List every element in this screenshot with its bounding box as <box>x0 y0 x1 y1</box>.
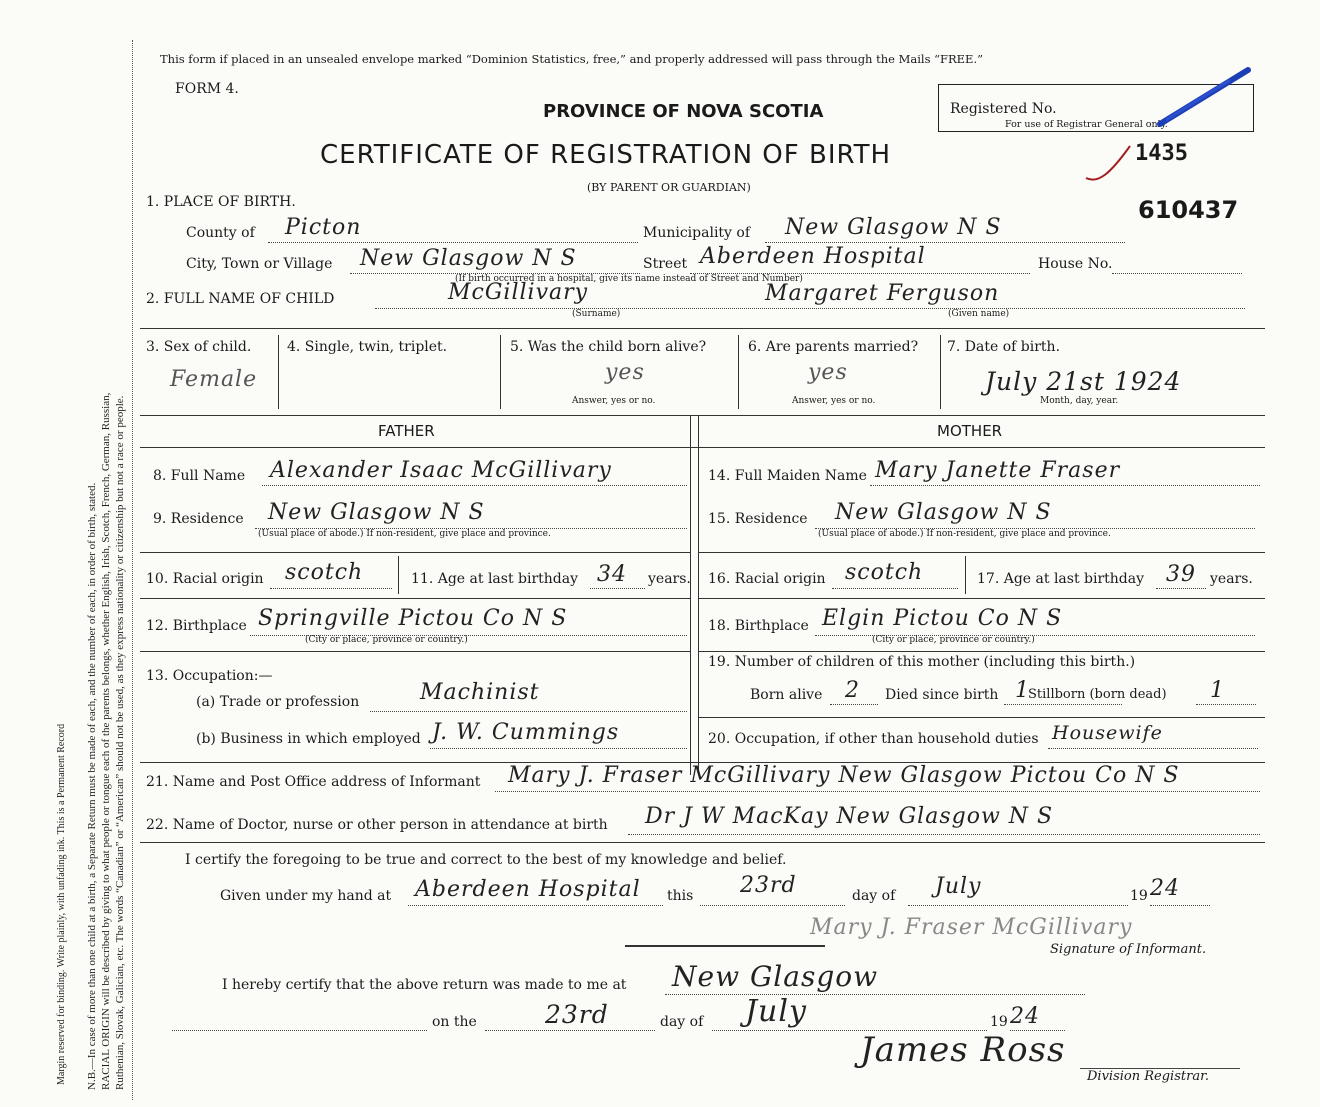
mother-occupation-label: 20. Occupation, if other than household duties <box>708 731 1039 747</box>
father-name-line <box>262 485 687 486</box>
house-number-line <box>1112 273 1242 274</box>
row3-divider-4 <box>940 335 941 409</box>
father-racial-line <box>270 588 392 589</box>
county-value: Picton <box>285 215 362 240</box>
mother-rule-3 <box>698 651 1265 652</box>
given-month-line <box>908 905 1128 906</box>
born-alive-label: 5. Was the child born alive? <box>510 339 707 355</box>
mother-age-line <box>1156 588 1206 589</box>
row3-divider-1 <box>278 335 279 409</box>
street-label: Street <box>643 256 688 272</box>
municipality-line <box>765 242 1125 243</box>
father-age-line <box>590 588 645 589</box>
father-mother-divider-a <box>690 415 691 775</box>
given-year-value: 24 <box>1150 876 1180 901</box>
father-business-line <box>430 748 687 749</box>
racial-note-line1: RACIAL ORIGIN will be described by giving to what people or tongue each of the parents belongs, whether English, Irish, Scotch, French, German, Russian, <box>100 392 112 1090</box>
father-rule-3 <box>140 651 690 652</box>
mother-age-value: 39 <box>1166 562 1196 587</box>
doctor-line <box>628 834 1260 835</box>
street-value: Aberdeen Hospital <box>700 244 926 269</box>
mother-birthplace-value: Elgin Pictou Co N S <box>822 606 1063 631</box>
given-month-value: July <box>935 874 982 899</box>
registrar-divider <box>625 945 825 947</box>
mother-residence-value: New Glasgow N S <box>835 500 1052 525</box>
registrar-statement: I hereby certify that the above return was made to me at <box>222 977 627 993</box>
registrar-year-prefix: 19 <box>990 1014 1008 1030</box>
mother-racial-divider <box>965 556 966 594</box>
father-age-label: 11. Age at last birthday <box>411 571 579 587</box>
given-day-line <box>700 905 845 906</box>
informant-signature-caption: Signature of Informant. <box>1050 942 1207 957</box>
mail-note: This form if placed in an unsealed envelope marked “Dominion Statistics, free,” and properly addressed will pass through the Mails “FREE.” <box>160 52 983 66</box>
registrar-place-value: New Glasgow <box>672 960 879 993</box>
mother-occupation-line <box>1048 748 1258 749</box>
sex-value: Female <box>170 367 258 392</box>
father-birthplace-caption: (City or place, province or country.) <box>305 635 468 645</box>
city-value: New Glasgow N S <box>360 246 577 271</box>
informant-line <box>495 791 1260 792</box>
registrar-day-line <box>485 1030 655 1031</box>
doctor-label: 22. Name of Doctor, nurse or other person in attendance at birth <box>146 817 608 833</box>
province-title: PROVINCE OF NOVA SCOTIA <box>543 101 824 122</box>
red-tick-mark <box>1080 140 1140 190</box>
father-trade-line <box>370 711 687 712</box>
informant-label: 21. Name and Post Office address of Informant <box>146 774 481 790</box>
heading-rule <box>140 447 1265 448</box>
section-top-rule <box>140 415 1265 416</box>
certificate-subtitle: (BY PARENT OR GUARDIAN) <box>587 181 751 194</box>
father-occupation-label: 13. Occupation:— <box>146 668 273 684</box>
father-age-value: 34 <box>597 562 627 587</box>
mother-rule-4 <box>698 717 1265 718</box>
mother-years-label: years. <box>1210 571 1253 587</box>
father-years-label: years. <box>648 571 691 587</box>
place-of-birth-label: 1. PLACE OF BIRTH. <box>146 194 296 210</box>
given-at-line <box>408 905 663 906</box>
house-number-label: House No. <box>1038 256 1113 272</box>
mother-children-label: 19. Number of children of this mother (including this birth.) <box>708 654 1136 670</box>
mother-occupation-value: Housewife <box>1052 722 1163 744</box>
born-alive-count: 2 <box>845 678 860 703</box>
father-residence-caption: (Usual place of abode.) If non-resident, give place and province. <box>258 529 551 539</box>
date-of-birth-label: 7. Date of birth. <box>947 339 1061 355</box>
born-alive-count-label: Born alive <box>750 687 823 703</box>
given-name-caption: (Given name) <box>948 309 1010 319</box>
given-day-of-label: day of <box>852 888 896 904</box>
child-given-name: Margaret Ferguson <box>765 281 1000 306</box>
mother-birthplace-label: 18. Birthplace <box>708 618 809 634</box>
father-business-label: (b) Business in which employed <box>196 731 421 747</box>
father-residence-label: 9. Residence <box>153 511 244 527</box>
registrar-year-value: 24 <box>1010 1004 1040 1029</box>
registrar-place-line <box>665 994 1085 995</box>
mother-residence-label: 15. Residence <box>708 511 808 527</box>
stillborn-count: 1 <box>1210 678 1225 703</box>
given-this-label: this <box>667 888 694 904</box>
row3-divider-3 <box>738 335 739 409</box>
mother-heading: MOTHER <box>937 422 1003 440</box>
child-name-label: 2. FULL NAME OF CHILD <box>146 291 335 307</box>
father-rule-1 <box>140 552 690 553</box>
doctor-value: Dr J W MacKay New Glasgow N S <box>645 804 1054 829</box>
registrar-day-value: 23rd <box>545 1000 609 1029</box>
mother-racial-label: 16. Racial origin <box>708 571 826 587</box>
mother-rule-1 <box>698 552 1265 553</box>
registrar-on-label: on the <box>432 1014 477 1030</box>
father-trade-value: Machinist <box>420 680 540 705</box>
mother-birthplace-caption: (City or place, province or country.) <box>872 635 1035 645</box>
registrar-use-note: For use of Registrar General only. <box>1005 119 1168 130</box>
mother-name-line <box>870 485 1260 486</box>
father-rule-2 <box>140 598 690 599</box>
parents-married-value: yes <box>808 360 848 385</box>
county-label: County of <box>186 225 255 241</box>
hospital-note: (If birth occurred in a hospital, give its name instead of Street and Number) <box>455 274 803 284</box>
stillborn-count-label: Stillborn (born dead) <box>1028 687 1167 702</box>
parents-married-caption: Answer, yes or no. <box>792 396 876 406</box>
date-of-birth-value: July 21st 1924 <box>985 367 1182 396</box>
father-residence-value: New Glasgow N S <box>268 500 485 525</box>
given-day-value: 23rd <box>740 873 797 898</box>
parents-married-label: 6. Are parents married? <box>748 339 919 355</box>
given-year-prefix: 19 <box>1130 888 1148 904</box>
mother-residence-caption: (Usual place of abode.) If non-resident, give place and province. <box>818 529 1111 539</box>
mother-rule-2 <box>698 598 1265 599</box>
plurality-label: 4. Single, twin, triplet. <box>287 339 448 355</box>
mother-name-label: 14. Full Maiden Name <box>708 468 867 484</box>
row3-divider-2 <box>500 335 501 409</box>
county-line <box>268 242 638 243</box>
child-name-line <box>375 308 1245 309</box>
binding-note: Margin reserved for binding. Write plainly, with unfading ink. This is a Permanent Record <box>56 723 67 1085</box>
father-trade-label: (a) Trade or profession <box>196 694 360 710</box>
registrar-month-value: July <box>745 994 807 1029</box>
born-alive-value: yes <box>605 360 645 385</box>
municipality-value: New Glasgow N S <box>785 215 1002 240</box>
form-number: FORM 4. <box>175 81 239 97</box>
mother-age-label: 17. Age at last birthday <box>977 571 1145 587</box>
certify-top-rule <box>140 842 1265 843</box>
informant-value: Mary J. Fraser McGillivary New Glasgow Pictou Co N S <box>508 763 1180 788</box>
surname-caption: (Surname) <box>572 309 621 319</box>
city-label: City, Town or Village <box>186 256 333 272</box>
died-count-line <box>1004 704 1122 705</box>
sex-label: 3. Sex of child. <box>146 339 252 355</box>
registrar-leading-line <box>172 1030 427 1031</box>
born-alive-count-line <box>830 704 878 705</box>
certificate-number: 610437 <box>1138 196 1239 224</box>
certify-statement: I certify the foregoing to be true and correct to the best of my knowledge and belief. <box>185 852 787 868</box>
father-mother-divider-b <box>698 415 699 775</box>
mother-racial-value: scotch <box>845 560 924 585</box>
municipality-label: Municipality of <box>643 225 751 241</box>
father-name-label: 8. Full Name <box>153 468 246 484</box>
father-racial-label: 10. Racial origin <box>146 571 264 587</box>
nb-note: N.B.—In case of more than one child at a birth, a Separate Return must be made of each, and the number of each, in order of birth, stated. <box>86 482 98 1090</box>
father-name-value: Alexander Isaac McGillivary <box>270 458 612 483</box>
born-alive-caption: Answer, yes or no. <box>572 396 656 406</box>
died-count: 1 <box>1015 678 1030 703</box>
father-business-value: J. W. Cummings <box>432 720 620 745</box>
stillborn-count-line <box>1196 704 1256 705</box>
registrar-signature: James Ross <box>860 1030 1066 1070</box>
mother-name-value: Mary Janette Fraser <box>875 458 1121 483</box>
binding-margin-line <box>132 40 133 1100</box>
registration-number: 1435 <box>1135 141 1188 166</box>
father-birthplace-label: 12. Birthplace <box>146 618 247 634</box>
date-of-birth-caption: Month, day, year. <box>1040 396 1119 406</box>
mother-racial-line <box>832 588 958 589</box>
father-racial-divider <box>398 556 399 594</box>
certificate-title: CERTIFICATE OF REGISTRATION OF BIRTH <box>320 140 892 170</box>
given-year-line <box>1150 905 1210 906</box>
registrar-day-of-label: day of <box>660 1014 704 1030</box>
row3-top-rule <box>140 328 1265 329</box>
registrar-caption: Division Registrar. <box>1087 1069 1209 1084</box>
father-heading: FATHER <box>378 422 435 440</box>
father-racial-value: scotch <box>285 560 364 585</box>
informant-signature: Mary J. Fraser McGillivary <box>810 915 1133 940</box>
racial-note-line2: Ruthenian, Slovak, Galician, etc. The words “Canadian” or “American” should not be used, as they express nationality or citizenship but not a race or people. <box>114 395 126 1090</box>
child-surname: McGillivary <box>448 280 589 305</box>
given-at-label: Given under my hand at <box>220 888 392 904</box>
registered-label: Registered No. <box>950 101 1057 117</box>
blue-check-mark <box>1130 62 1260 142</box>
given-at-value: Aberdeen Hospital <box>415 877 641 902</box>
died-count-label: Died since birth <box>885 687 999 703</box>
father-birthplace-value: Springville Pictou Co N S <box>258 606 568 631</box>
